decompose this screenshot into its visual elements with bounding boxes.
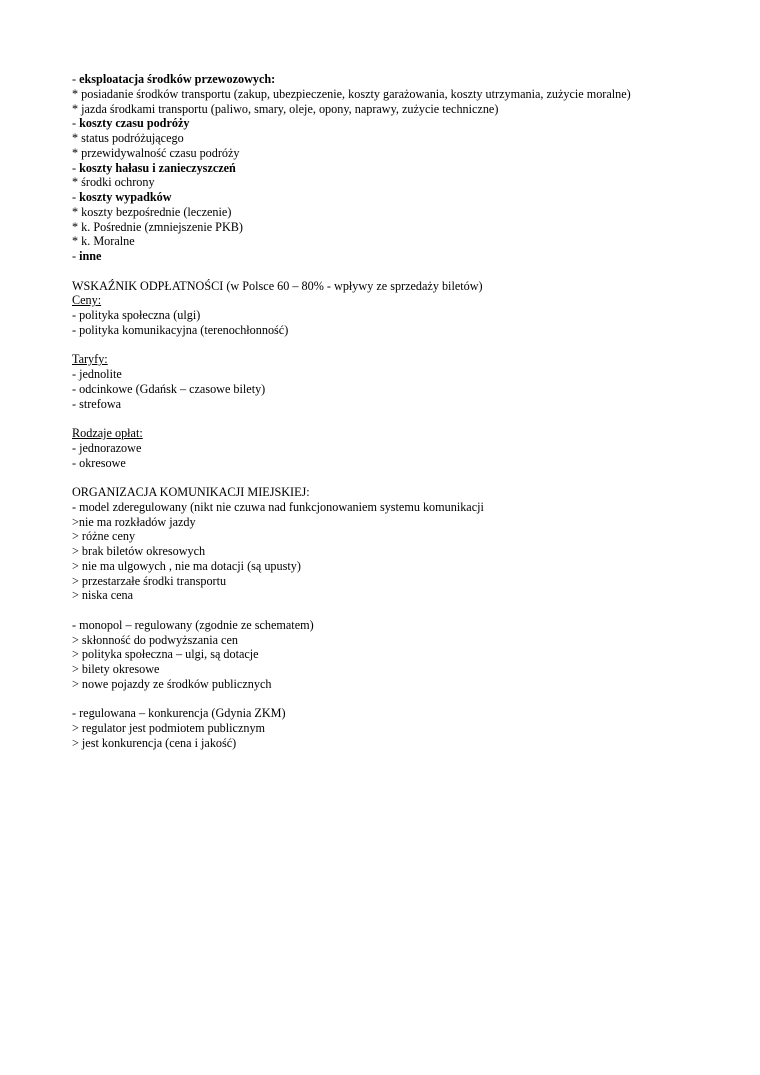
model-monopoly-item-1: > skłonność do podwyższania cen bbox=[72, 632, 238, 647]
spacer bbox=[72, 264, 712, 279]
document-page bbox=[72, 72, 712, 751]
cost-accidents-item-2: * k. Pośrednie (zmniejszenie PKB) bbox=[72, 219, 243, 234]
cost-travel-time-item-1: * status podróżującego bbox=[72, 131, 184, 145]
cost-operation-item-2: * jazda środkami transportu (paliwo, smary, oleje, opony, naprawy, zużycie techniczne) bbox=[72, 101, 499, 116]
spacer bbox=[72, 338, 712, 353]
cost-accidents-heading: - koszty wypadków bbox=[72, 190, 172, 204]
tariffs-item-2: - odcinkowe (Gdańsk – czasowe bilety) bbox=[72, 381, 266, 396]
model-deregulated-item-5: > przestarzałe środki transportu bbox=[72, 573, 227, 588]
tariffs-label: Taryfy: bbox=[72, 352, 108, 367]
spacer bbox=[72, 470, 712, 485]
model-monopoly-item-4: > nowe pojazdy ze środków publicznych bbox=[72, 676, 272, 691]
fees-item-2: - okresowe bbox=[72, 455, 126, 470]
tariffs-item-3: - strefowa bbox=[72, 396, 122, 411]
cost-operation-item-1: * posiadanie środków transportu (zakup, ubezpieczenie, koszty garażowania, koszty utrzymania, zużycie moralne) bbox=[72, 86, 631, 101]
model-monopoly-title: - monopol – regulowany (zgodnie ze schematem) bbox=[72, 617, 314, 632]
model-deregulated-item-1: >nie ma rozkładów jazdy bbox=[72, 514, 196, 529]
cost-accidents-item-3: * k. Moralne bbox=[72, 234, 135, 249]
fees-item-1: - jednorazowe bbox=[72, 440, 142, 455]
cost-travel-time-heading: - koszty czasu podróży bbox=[72, 116, 190, 131]
fare-heading: WSKAŹNIK ODPŁATNOŚCI (w Polsce 60 – 80% - wpływy ze sprzedaży biletów) bbox=[72, 278, 483, 293]
cost-noise-item-1: * środki ochrony bbox=[72, 175, 155, 190]
model-deregulated-item-3: > brak biletów okresowych bbox=[72, 544, 206, 558]
model-monopoly-item-2: > polityka społeczna – ulgi, są dotacje bbox=[72, 647, 259, 662]
cost-accidents-item-1: * koszty bezpośrednie (leczenie) bbox=[72, 204, 232, 219]
cost-operation-heading: - eksploatacja środków przewozowych: bbox=[72, 72, 276, 86]
model-deregulated-item-2: > różne ceny bbox=[72, 529, 136, 544]
model-competition-item-1: > regulator jest podmiotem publicznym bbox=[72, 721, 266, 735]
model-competition-item-2: > jest konkurencja (cena i jakość) bbox=[72, 735, 237, 750]
prices-item-2: - polityka komunikacyjna (terenochłonność) bbox=[72, 322, 289, 337]
org-heading: ORGANIZACJA KOMUNIKACJI MIEJSKIEJ: bbox=[72, 485, 310, 499]
model-deregulated-item-4: > nie ma ulgowych , nie ma dotacji (są upusty) bbox=[72, 558, 301, 573]
spacer bbox=[72, 411, 712, 426]
cost-noise-heading: - koszty hałasu i zanieczyszczeń bbox=[72, 160, 236, 175]
model-deregulated-item-6: > niska cena bbox=[72, 588, 134, 603]
fees-label: Rodzaje opłat: bbox=[72, 426, 143, 440]
prices-label: Ceny: bbox=[72, 293, 102, 308]
cost-other-heading: - inne bbox=[72, 249, 102, 263]
model-monopoly-item-3: > bilety okresowe bbox=[72, 662, 160, 676]
spacer bbox=[72, 603, 712, 618]
spacer bbox=[72, 692, 712, 707]
model-deregulated-title: - model zderegulowany (nikt nie czuwa nad funkcjonowaniem systemu komunikacji bbox=[72, 499, 484, 514]
cost-travel-time-item-2: * przewidywalność czasu podróży bbox=[72, 145, 240, 160]
prices-item-1: - polityka społeczna (ulgi) bbox=[72, 308, 201, 322]
tariffs-item-1: - jednolite bbox=[72, 367, 122, 381]
model-competition-title: - regulowana – konkurencja (Gdynia ZKM) bbox=[72, 706, 286, 721]
